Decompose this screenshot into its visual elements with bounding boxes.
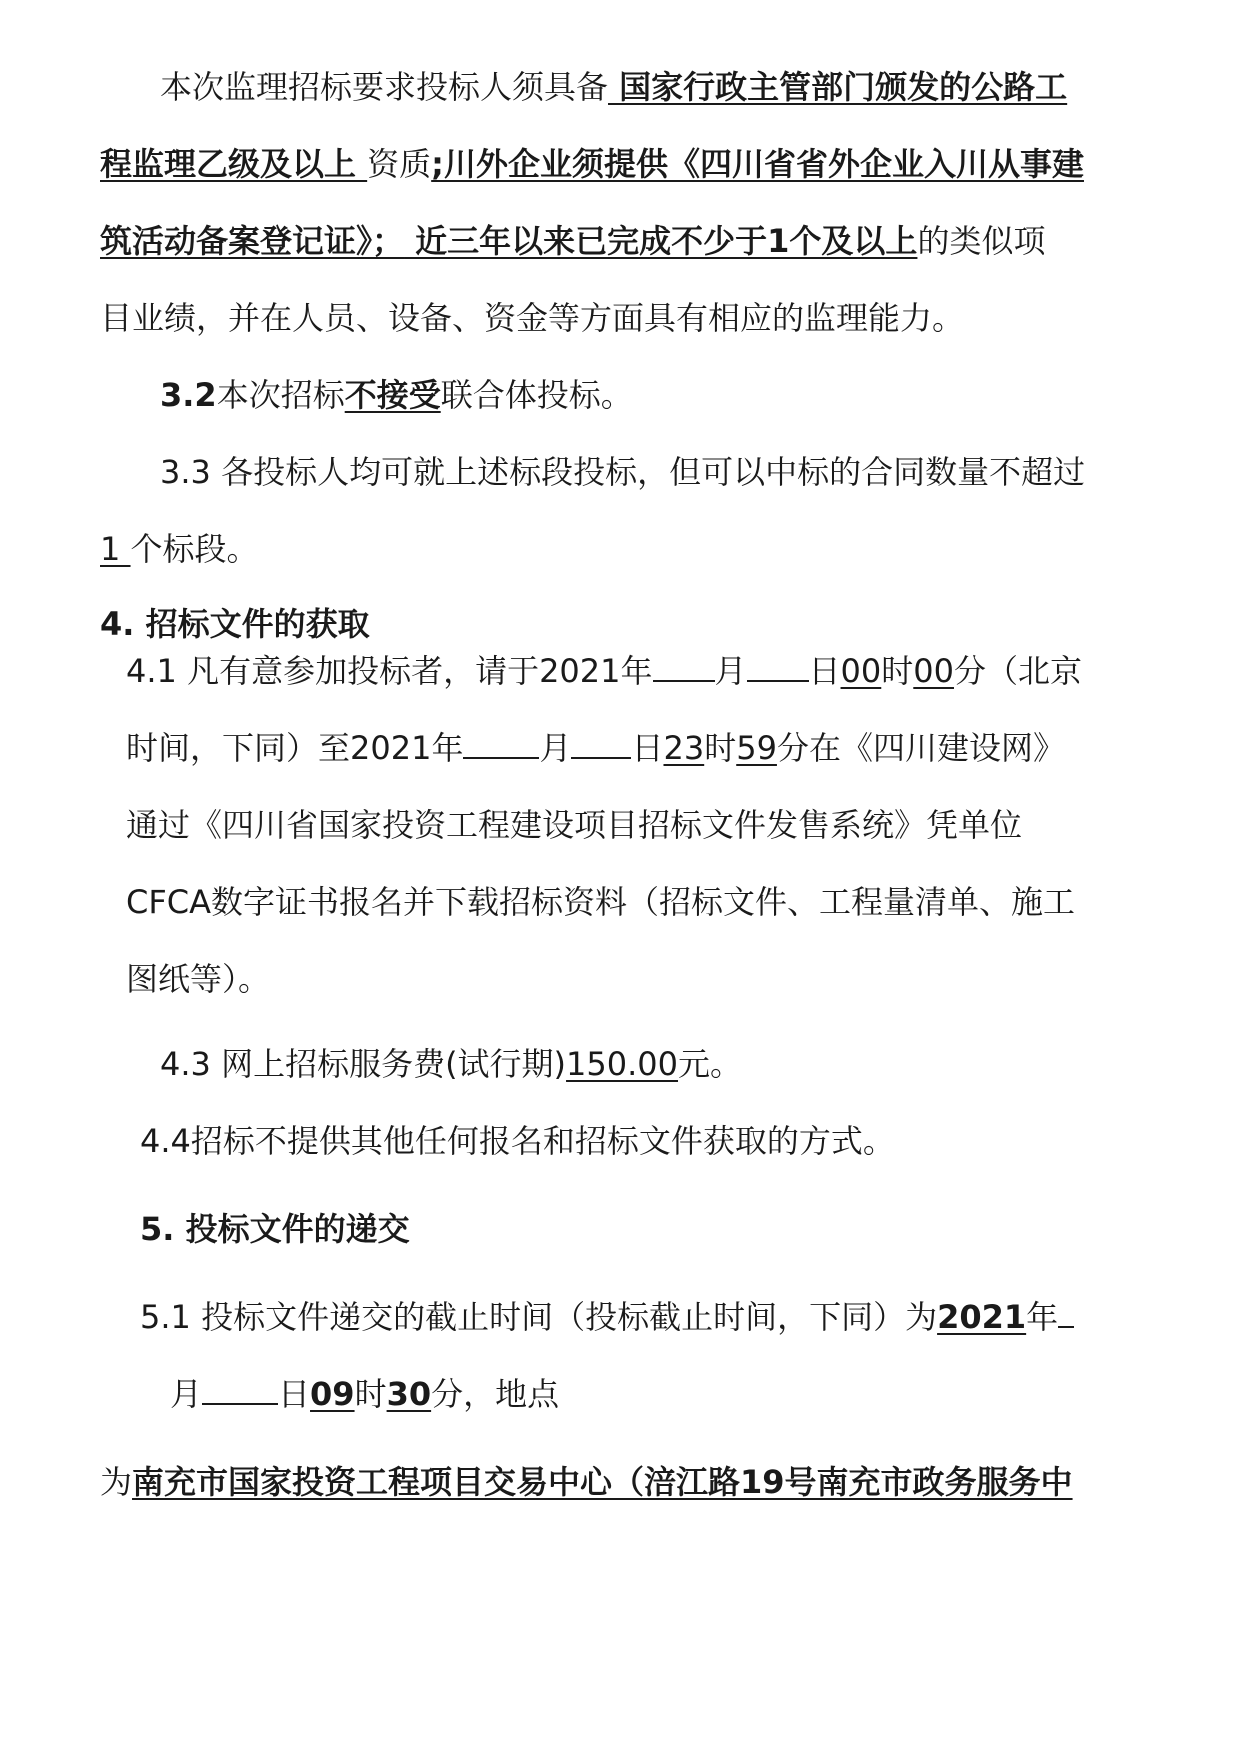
qualification-text: 目业绩，并在人员、设备、资金等方面具有相应的监理能力。 (100, 299, 965, 337)
item-text: 通过《四川省国家投资工程建设项目招标文件发售系统》凭单位 (126, 806, 1023, 844)
item-text: 月 (714, 652, 747, 690)
not-accepted-emphasis: 不接受 (344, 376, 441, 414)
project-experience-requirement: 近三年以来已完成不少于1个及以上 (404, 222, 918, 260)
item-text: 时 (354, 1375, 387, 1413)
minute-value: 00 (913, 652, 954, 690)
item-5-1-line-3 (100, 1459, 1073, 1505)
qualification-requirement: 国家行政主管部门颁发的公路工 (608, 68, 1068, 106)
year-value: 2021 (937, 1298, 1027, 1336)
item-text: 图纸等）。 (126, 960, 271, 998)
hour-value: 23 (663, 729, 705, 767)
item-text: 分（北京 (954, 652, 1083, 690)
item-text: 日 (808, 652, 841, 690)
item-text: 4.4招标不提供其他任何报名和招标文件获取的方式。 (140, 1122, 895, 1160)
qualification-line-4 (100, 295, 964, 341)
item-text: CFCA数字证书报名并下载招标资料（招标文件、工程量清单、施工 (126, 883, 1075, 921)
section-heading: 4. 招标文件的获取 (100, 605, 370, 643)
qualification-line-3 (100, 218, 1045, 264)
out-of-province-requirement: ;川外企业须提供《四川省省外企业入川从事建 (431, 145, 1084, 183)
item-text: 日 (631, 729, 664, 767)
item-text: 4.3 网上招标服务费(试行期) (160, 1045, 567, 1083)
section-heading: 5. 投标文件的递交 (140, 1210, 410, 1248)
qualification-label: 资质 (367, 145, 432, 183)
qualification-line-1 (160, 64, 1067, 110)
item-5-1-line-2 (170, 1371, 559, 1417)
item-4-1-line-5 (126, 956, 270, 1002)
item-text: 4.1 凡有意参加投标者，请于2021年 (126, 652, 653, 690)
item-text: 年 (1026, 1298, 1059, 1336)
day-blank (747, 650, 809, 682)
item-text: 联合体投标。 (440, 376, 633, 414)
day-blank (202, 1373, 278, 1405)
item-number: 3.2 (160, 376, 217, 414)
section-5-heading (140, 1206, 410, 1252)
item-text: 本次招标 (216, 376, 345, 414)
item-text: 分在《四川建设网》 (776, 729, 1065, 767)
item-text: 个标段。 (130, 530, 259, 568)
item-4-1-line-2 (126, 725, 1065, 771)
qualification-grade: 程监理乙级及以上 (100, 145, 368, 183)
qualification-text: 的类似项 (917, 222, 1046, 260)
item-text: 3.3 各投标人均可就上述标段投标，但可以中标的合同数量不超过 (160, 453, 1086, 491)
item-4-3 (160, 1041, 742, 1087)
minute-value: 30 (386, 1375, 432, 1413)
qualification-text: 本次监理招标要求投标人须具备 (160, 68, 609, 106)
registration-certificate: 筑活动备案登记证》； (100, 222, 405, 260)
qualification-line-2 (100, 141, 1084, 187)
item-4-1-line-1 (126, 648, 1082, 694)
service-fee: 150.00 (566, 1045, 679, 1083)
item-text: 元。 (678, 1045, 743, 1083)
item-text: 月 (170, 1375, 203, 1413)
item-text: 为 (100, 1463, 133, 1501)
submission-location: 南充市国家投资工程项目交易中心（涪江路19号南充市政务服务中 (132, 1463, 1073, 1501)
item-3-3-line-2 (100, 526, 259, 572)
item-4-4 (140, 1118, 895, 1164)
item-3-3-line-1 (160, 449, 1085, 495)
contract-count: 1 (100, 530, 131, 568)
item-text: 时 (881, 652, 914, 690)
hour-value: 00 (840, 652, 882, 690)
item-text: 分，地点 (431, 1375, 560, 1413)
section-4-heading (100, 601, 370, 647)
month-blank (653, 650, 715, 682)
item-5-1-line-1 (140, 1294, 1074, 1340)
item-text: 月 (539, 729, 572, 767)
item-text: 5.1 投标文件递交的截止时间（投标截止时间，下同）为 (140, 1298, 938, 1336)
day-blank (571, 727, 631, 759)
item-text: 时间，下同）至2021年 (126, 729, 464, 767)
item-3-2 (160, 372, 633, 418)
month-blank (1058, 1296, 1074, 1328)
minute-value: 59 (736, 729, 777, 767)
month-blank (463, 727, 539, 759)
item-4-1-line-3 (126, 802, 1022, 848)
item-text: 时 (704, 729, 737, 767)
item-text: 日 (278, 1375, 311, 1413)
item-4-1-line-4 (126, 879, 1075, 925)
hour-value: 09 (310, 1375, 355, 1413)
